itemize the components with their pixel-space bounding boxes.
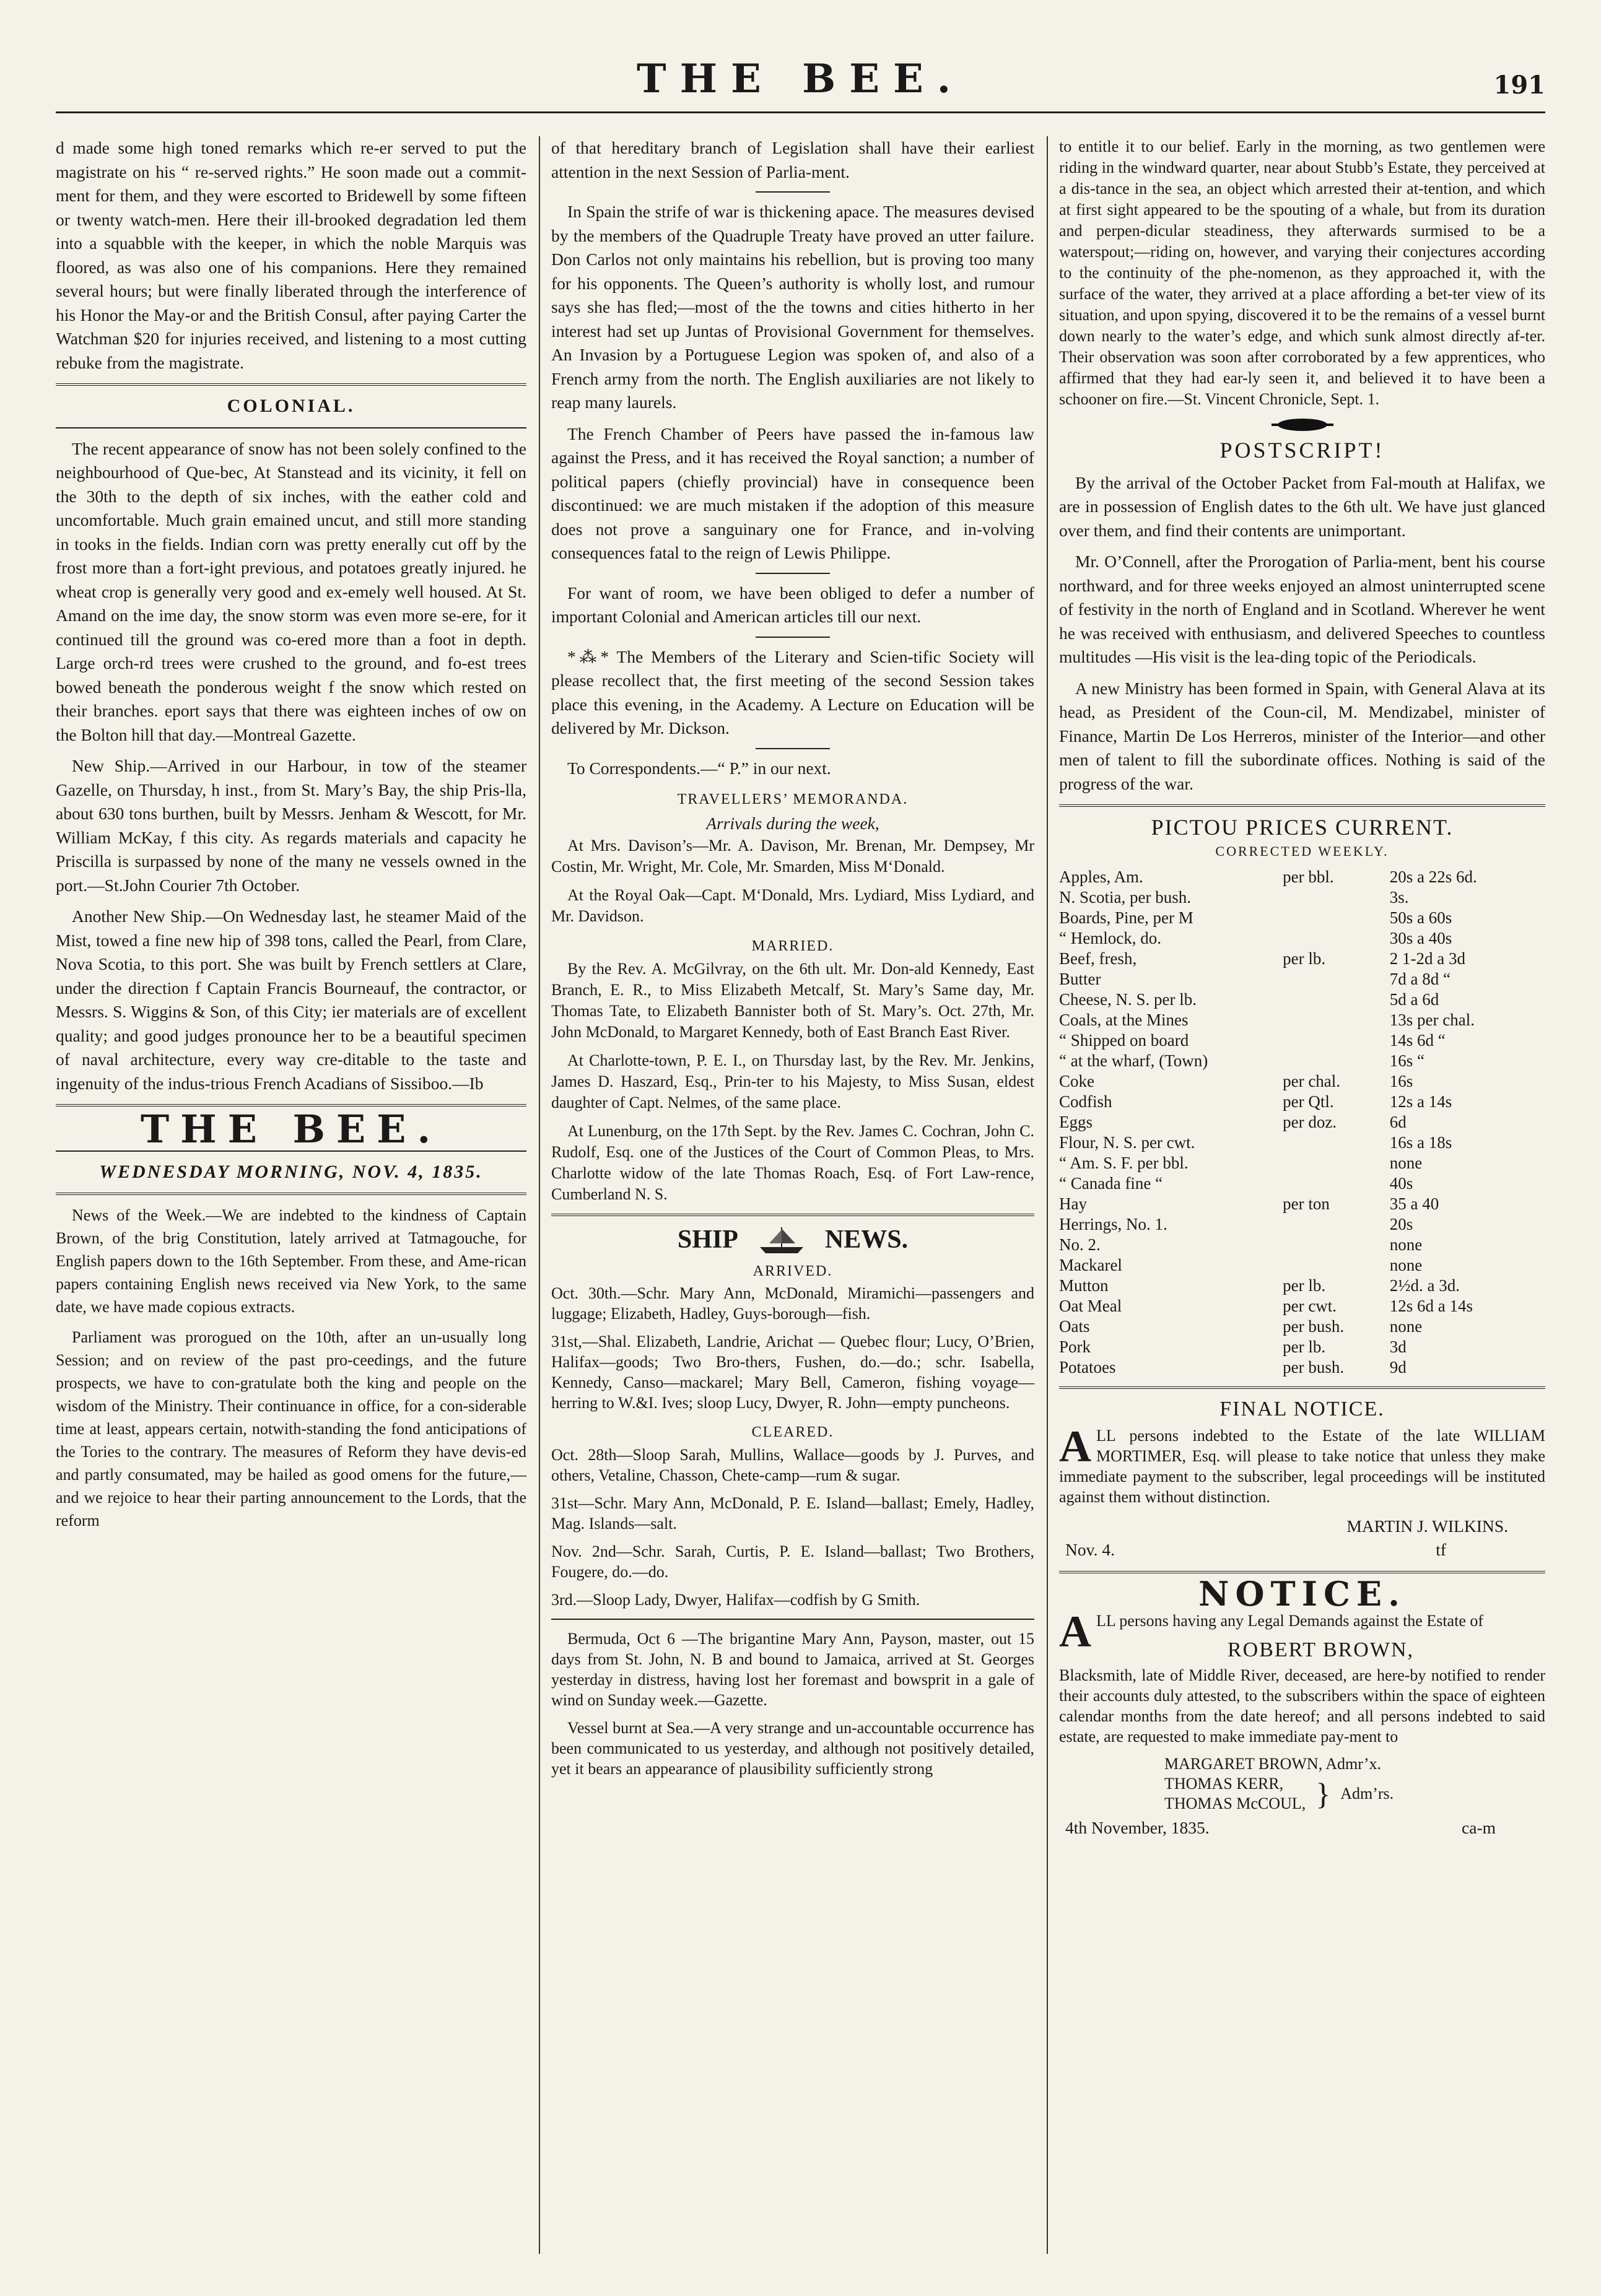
price-unit bbox=[1283, 928, 1390, 949]
section-rule bbox=[551, 1214, 1034, 1216]
price-unit: per bbl. bbox=[1283, 868, 1334, 886]
price-unit: per doz. bbox=[1283, 1113, 1337, 1131]
price-price: 14s 6d “ bbox=[1389, 1031, 1446, 1050]
short-rule bbox=[756, 191, 830, 193]
article-text: Oct. 30th.—Schr. Mary Ann, McDonald, Miramichi—passengers and luggage; Elizabeth, Hadley, Guys-borough—fish. bbox=[551, 1284, 1034, 1323]
article-text: By the arrival of the October Packet from Fal-mouth at Halifax, we are in possession of English dates to the 6th ult. We have just glanced over them, and find their contents are unimportant. bbox=[1059, 472, 1545, 540]
price-item: “ at the wharf, (Town) bbox=[1059, 1051, 1208, 1070]
price-item: Eggs bbox=[1059, 1113, 1093, 1131]
short-rule bbox=[756, 573, 830, 574]
price-item: Herrings, No. 1. bbox=[1059, 1215, 1167, 1233]
price-unit bbox=[1283, 1235, 1390, 1255]
price-price: 16s a 18s bbox=[1389, 1133, 1452, 1152]
article-text: At Charlotte-town, P. E. I., on Thursday last, by the Rev. Mr. Jenkins, James D. Haszard, Esq., Prin-ter to his Majesty, to Miss Susan, eldest daughter of Capt. Nelmes, of the same place. bbox=[551, 1051, 1034, 1111]
notice-tag: ca-m bbox=[1462, 1817, 1496, 1837]
price-item: “ Am. S. F. per bbl. bbox=[1059, 1154, 1189, 1172]
final-notice-text: LL persons indebted to the Estate of the late WILLIAM MORTIMER, Esq. will please to take notice that unless they make immediate payment to the subscriber, legal proceedings will be instituted against them without distinction. bbox=[1059, 1426, 1545, 1506]
price-row bbox=[1059, 928, 1545, 949]
price-item: Hay bbox=[1059, 1194, 1087, 1213]
masthead bbox=[56, 50, 1545, 108]
price-row bbox=[1059, 1133, 1545, 1153]
price-row bbox=[1059, 1153, 1545, 1173]
drop-cap: A bbox=[1059, 1421, 1091, 1471]
price-unit: per lb. bbox=[1283, 949, 1326, 968]
price-price: 35 a 40 bbox=[1389, 1194, 1439, 1213]
article-text: *⁂* The Members of the Literary and Scien-tific Society will please recollect that, the first meeting of the second Session takes place this evening, in the Academy. A Lecture on Education will be delivered by Mr. Dickson. bbox=[551, 646, 1034, 737]
price-price: 12s 6d a 14s bbox=[1389, 1297, 1473, 1315]
price-row bbox=[1059, 1010, 1545, 1030]
final-notice-footer bbox=[1059, 1538, 1545, 1562]
final-notice-tag: tf bbox=[1436, 1540, 1446, 1559]
column-2 bbox=[551, 136, 1034, 1786]
article-text: Bermuda, Oct 6 —The brigantine Mary Ann, Payson, master, out 15 days from St. John, N. B and bound to Jamaica, arrived at St. Georges yesterday in distress, having lost her foremast and bowsprit in a gale of wind on Sunday week.—Gazette. bbox=[551, 1629, 1034, 1709]
price-unit bbox=[1283, 1010, 1390, 1030]
page-number: 191 bbox=[1493, 71, 1545, 100]
column-3 bbox=[1059, 136, 1545, 1840]
price-price: 16s bbox=[1389, 1072, 1413, 1090]
article-text: d made some high toned remarks which re-er served to put the magistrate on his “ re-served rights.” He soon made out a commit-ment for them, and they were escorted to Bridewell by some fifteen or twenty watch-men. Here their ill-brooked degradation led them into a squabble with the keeper, in which the noble Marquis was floored, as was also one of his companions. Here they remained several hours; but were finally liberated through the interference of his Honor the May-or and the British Consul, after paying Carter the Watchman $20 for injuries received, and listening to a most cutting rebuke from the magistrate. bbox=[56, 138, 526, 372]
newspaper-page bbox=[56, 50, 1545, 2254]
price-item: Apples, Am. bbox=[1059, 868, 1143, 886]
price-row bbox=[1059, 1173, 1545, 1194]
article-text: Oct. 28th—Sloop Sarah, Mullins, Wallace—goods by J. Purves, and others, Vetaline, Chasson, Chete-camp—rum & sugar. bbox=[551, 1445, 1034, 1484]
price-row bbox=[1059, 1296, 1545, 1316]
ship-news-heading bbox=[551, 1225, 1034, 1256]
pointing-hand-icon bbox=[1272, 417, 1333, 432]
brace-glyph: } bbox=[1315, 1776, 1331, 1811]
price-price: 13s per chal. bbox=[1389, 1011, 1475, 1029]
price-item: Pork bbox=[1059, 1337, 1091, 1356]
price-item: Mackarel bbox=[1059, 1256, 1122, 1274]
price-row bbox=[1059, 1071, 1545, 1092]
price-row bbox=[1059, 1337, 1545, 1357]
article-text: Nov. 2nd—Schr. Sarah, Curtis, P. E. Island—ballast; Two Brothers, Fougere, do.—do. bbox=[551, 1542, 1034, 1581]
price-row bbox=[1059, 1194, 1545, 1214]
price-item: Butter bbox=[1059, 970, 1101, 988]
price-item: Oat Meal bbox=[1059, 1297, 1122, 1315]
section-rule bbox=[56, 383, 526, 386]
price-row bbox=[1059, 1255, 1545, 1276]
price-item: Oats bbox=[1059, 1317, 1090, 1336]
article-text: The recent appearance of snow has not been solely confined to the neighbourhood of Que-bec, At Stanstead and its vicinity, it fell on the 30th to the depth of six inches, with the eather cold and uncomfortable. Much grain emained uncut, and still more standing in tooks in the fields. Indian corn was pretty enerally cut off by the frost more than a fort-ight previous, and potatoes greatly injured. he wheat crop is generally very good and ex-emely well housed. At St. Amand on the ime day, the snow storm was even more se-ere, for it continued till the ground was co-ered more than a foot in depth. Large orch-rd trees were crushed to the ground, and fo-est trees bowed beneath the ponderous weight f the snow which rested on their branches. eport says that there was eighteen inches of ow on the Bolton hill that day.—Montreal Gazette. bbox=[56, 438, 526, 744]
price-row bbox=[1059, 1092, 1545, 1112]
arrived-heading: ARRIVED. bbox=[753, 1263, 833, 1279]
prices-title: PICTOU PRICES CURRENT. bbox=[1151, 815, 1454, 840]
price-unit bbox=[1283, 1051, 1390, 1071]
price-price: 6d bbox=[1389, 1113, 1407, 1131]
price-item: Codfish bbox=[1059, 1092, 1112, 1111]
masthead-title: THE BEE. bbox=[636, 56, 965, 102]
article-text: At Lunenburg, on the 17th Sept. by the Rev. James C. Cochran, John C. Rudolf, Esq. one of the Justices of the Court of Common Pleas, to Mrs. Charlotte widow of the late Thomas Roach, Esq. of Fort Law-rence, Cumberland N. S. bbox=[551, 1121, 1034, 1203]
price-row bbox=[1059, 1276, 1545, 1296]
price-item: Boards, Pine, per M bbox=[1059, 908, 1193, 927]
notice-title: NOTICE. bbox=[1198, 1573, 1406, 1614]
price-unit: per lb. bbox=[1283, 1337, 1326, 1356]
signature-3: THOMAS McCOUL, bbox=[1164, 1794, 1306, 1812]
price-price: 2 1-2d a 3d bbox=[1389, 949, 1466, 968]
signature-1: MARGARET BROWN, Admr’x. bbox=[1164, 1754, 1382, 1773]
final-notice-body bbox=[1059, 1421, 1545, 1507]
price-row bbox=[1059, 1235, 1545, 1255]
price-item: Potatoes bbox=[1059, 1358, 1116, 1376]
price-unit bbox=[1283, 1153, 1390, 1173]
price-item: Coke bbox=[1059, 1072, 1094, 1090]
notice-footer bbox=[1059, 1814, 1545, 1840]
article-text: New Ship.—Arrived in our Harbour, in tow of the steamer Gazelle, on Thursday, h inst., from St. Mary’s Bay, the ship Pris-lla, about 630 tons burthen, built by Messrs. Jenham & Wescott, for Mr. William McKay, f this city. As regards materials and capacity he Priscilla is surpassed by none of the many ne vessels owned in the port.—St.John Courier 7th October. bbox=[56, 756, 526, 895]
price-unit: per bush. bbox=[1283, 1358, 1345, 1376]
travellers-subheading: Arrivals during the week, bbox=[706, 813, 879, 833]
price-price: 5d a 6d bbox=[1389, 990, 1439, 1009]
price-price: 16s “ bbox=[1389, 1051, 1425, 1070]
drop-cap: A bbox=[1059, 1607, 1091, 1656]
price-unit: per cwt. bbox=[1283, 1297, 1337, 1315]
price-unit bbox=[1283, 989, 1390, 1010]
short-rule bbox=[756, 748, 830, 749]
price-price: 12s a 14s bbox=[1389, 1092, 1452, 1111]
section-rule bbox=[1059, 1571, 1545, 1573]
section-rule bbox=[1059, 804, 1545, 807]
price-price: none bbox=[1389, 1154, 1423, 1172]
short-rule bbox=[756, 637, 830, 638]
price-price: 20s bbox=[1389, 1215, 1413, 1233]
price-unit bbox=[1283, 1255, 1390, 1276]
dateline: WEDNESDAY MORNING, NOV. 4, 1835. bbox=[99, 1161, 483, 1182]
article-text: A new Ministry has been formed in Spain, with General Alava at its head, as President of the Coun-cil, M. Mendizabel, minister of Finance, Martin De Los Herreros, minister of the Interior—and other men of talent to fill the subordinate offices. Nothing is said of the progress of the war. bbox=[1059, 678, 1545, 793]
price-row bbox=[1059, 1051, 1545, 1071]
price-row bbox=[1059, 1316, 1545, 1337]
price-row bbox=[1059, 908, 1545, 928]
signature-2: THOMAS KERR, bbox=[1164, 1774, 1284, 1793]
price-item: No. 2. bbox=[1059, 1235, 1101, 1254]
price-price: none bbox=[1389, 1256, 1423, 1274]
signatures bbox=[1059, 1754, 1545, 1814]
price-item: “ Hemlock, do. bbox=[1059, 929, 1161, 947]
article-text: To Correspondents.—“ P.” in our next. bbox=[567, 758, 831, 778]
price-price: 9d bbox=[1389, 1358, 1407, 1376]
news-word: NEWS. bbox=[824, 1225, 909, 1255]
price-unit: per ton bbox=[1283, 1194, 1330, 1213]
prices-table bbox=[1059, 867, 1545, 1378]
article-text: Mr. O’Connell, after the Prorogation of Parlia-ment, bent his course northward, and for three weeks enjoyed an almost uninterrupted scene of festivity in the north of England and in Scotland. Wherever he went he was received with enthusiasm, and delivered Speeches to countless multitudes —His visit is the lea-ding topic of the Periodicals. bbox=[1059, 552, 1545, 666]
editorial-title: THE BEE. bbox=[140, 1107, 442, 1152]
price-row bbox=[1059, 887, 1545, 908]
price-row bbox=[1059, 969, 1545, 989]
price-row bbox=[1059, 949, 1545, 969]
price-item: Mutton bbox=[1059, 1276, 1109, 1295]
price-unit: per Qtl. bbox=[1283, 1092, 1334, 1111]
prices-subtitle: CORRECTED WEEKLY. bbox=[1215, 843, 1389, 859]
section-rule bbox=[56, 427, 526, 428]
colonial-heading: COLONIAL. bbox=[227, 396, 356, 416]
signature-admrs: Adm’rs. bbox=[1340, 1784, 1394, 1802]
signature-group bbox=[1164, 1774, 1545, 1814]
price-row bbox=[1059, 867, 1545, 887]
price-price: 3d bbox=[1389, 1337, 1407, 1356]
price-price: none bbox=[1389, 1235, 1423, 1254]
masthead-rule bbox=[56, 111, 1545, 113]
price-price: 2½d. a 3d. bbox=[1389, 1276, 1460, 1295]
price-unit: per bush. bbox=[1283, 1317, 1345, 1336]
ship-word: SHIP bbox=[677, 1225, 738, 1255]
price-unit bbox=[1283, 1133, 1390, 1153]
column-divider-2 bbox=[1047, 136, 1048, 2254]
article-text: Vessel burnt at Sea.—A very strange and un-accountable occurrence has been communicated to us yesterday, and although not positively detailed, yet it bears an appearance of plausibility sufficiently strong bbox=[551, 1718, 1034, 1778]
article-text: 31st,—Shal. Elizabeth, Landrie, Arichat — Quebec flour; Lucy, O’Brien, Halifax—goods; Two Bro-thers, Fushen, do.—do.; schr. Isabella, Kennedy, Canso—mackarel; Mary Bell, Cameron, fishing voyage—herring to W.&I. Ives; sloop Lucy, Dwyer, R. John—empty puncheons. bbox=[551, 1333, 1034, 1412]
price-item: N. Scotia, per bush. bbox=[1059, 888, 1191, 907]
married-heading: MARRIED. bbox=[751, 938, 834, 954]
price-item: “ Canada fine “ bbox=[1059, 1174, 1163, 1193]
price-unit bbox=[1283, 1030, 1390, 1051]
article-text: Another New Ship.—On Wednesday last, he steamer Maid of the Mist, towed a fine new hip of 398 tons, called the Pearl, from Clare, Nova Scotia, to this port. She was built by French settlers at Clare, under the direction f Captain Francis Bourneauf, the contractor, or Messrs. S. Wiggins & Son, of this City; ier materials are of excellent quality; and good judges pronounce her to be a beautiful specimen of naval architecture, every way cre-ditable to the taste and ingenuity of the indus-trious French Acadians of Sissiboo.—Ib bbox=[56, 907, 526, 1093]
price-row bbox=[1059, 1030, 1545, 1051]
price-price: none bbox=[1389, 1317, 1423, 1336]
article-text: For want of room, we have been obliged to defer a number of important Colonial and American articles till our next. bbox=[551, 583, 1034, 626]
price-row bbox=[1059, 1112, 1545, 1133]
final-notice-date: Nov. 4. bbox=[1065, 1540, 1115, 1559]
price-price: 30s a 40s bbox=[1389, 929, 1452, 947]
article-text: 3rd.—Sloop Lady, Dwyer, Halifax—codfish by G Smith. bbox=[551, 1590, 920, 1609]
article-text: Parliament was prorogued on the 10th, after an un-usually long Session; and on review of the past pro-ceedings, and the future prospects, we have to con-gratulate both the king and people on the wisdom of the Ministry. Their continuance in office, for a con-siderable time at least, appears certain, notwith-standing the fond anticipations of the Tories to the contrary. The measures of Reform they have devis-ed and partly consumated, may be hailed as good omens for the future,—and we rejoice to hear their parting announcement to the Lords, that the reform bbox=[56, 1328, 526, 1529]
article-text: The French Chamber of Peers have passed the in-famous law against the Press, and it has received the Royal sanction; a number of political papers (chiefly provincial) have in consequence been discontinued: we are much mistaken if the adoption of this measure does not prove a sanguinary one for France, and in-volving consequences fatal to the reign of Lewis Philippe. bbox=[551, 424, 1034, 562]
price-unit: per lb. bbox=[1283, 1276, 1326, 1295]
price-price: 20s a 22s 6d. bbox=[1389, 868, 1477, 886]
price-item: Beef, fresh, bbox=[1059, 949, 1137, 968]
price-item: Flour, N. S. per cwt. bbox=[1059, 1133, 1195, 1152]
section-rule bbox=[551, 1619, 1034, 1620]
article-text: News of the Week.—We are indebted to the kindness of Captain Brown, of the brig Constitution, lately arrived at Tatmagouche, for English papers down to the 16th September. From these, and Ame-rican papers containing English news received via New York, to the same date, we have made copious extracts. bbox=[56, 1206, 526, 1316]
article-text: By the Rev. A. McGilvray, on the 6th ult. Mr. Don-ald Kennedy, East Branch, E. R., to Miss Elizabeth Metcalf, St. Mary’s Same day, Mr. Thomas Tate, to Elizabeth Bannister both of St. Mary’s. Oct. 27th, Mr. John McDonald, to Margaret Kennedy, both of East Branch East River. bbox=[551, 959, 1034, 1041]
price-row bbox=[1059, 1357, 1545, 1378]
price-price: 3s. bbox=[1389, 888, 1409, 907]
cleared-heading: CLEARED. bbox=[751, 1424, 834, 1440]
price-price: 40s bbox=[1389, 1174, 1413, 1193]
price-row bbox=[1059, 989, 1545, 1010]
section-rule bbox=[56, 1193, 526, 1195]
article-text: to entitle it to our belief. Early in the morning, as two gentlemen were riding in the windward quarter, near about Stubb’s Estate, they perceived at a dis-tance in the sea, an object which arrested their at-tention, and which at first sight appeared to be the spouting of a whale, but from its duration and perpen-dicular steadiness, they afterwards surmised to be a waterspout;—riding on, however, and varying their conjectures according to the continuity of the phe-nomenon, as they approached it, with the surface of the water, they arrived at a place affording a bet-ter view of its situation, and upon spying, discovered it to be the remains of a vessel burnt down nearly to the water’s edge, and which sunk almost directly af-ter. Their observation was soon after corroborated by a few apprentices, who affirmed that they had ear-ly seen it, and believed it to have been a schooner on fire.—St. Vincent Chronicle, Sept. 1. bbox=[1059, 137, 1545, 408]
travellers-heading: TRAVELLERS’ MEMORANDA. bbox=[677, 791, 909, 807]
price-price: 7d a 8d “ bbox=[1389, 970, 1450, 988]
ship-icon bbox=[757, 1225, 806, 1256]
column-divider-1 bbox=[539, 136, 540, 2254]
price-unit bbox=[1283, 908, 1390, 928]
article-text: In Spain the strife of war is thickening apace. The measures devised by the members of the Quadruple Treaty have proved an utter failure. Don Carlos not only maintains his rebellion, but is proving too many for his opponents. The Queen’s authority is wholly lost, and rumour says she has fled;—most of the the towns and cities hitherto in her interest had set up Juntas of Provisional Government for themselves. An Invasion by a Portuguese Legion was spoken of, and also of a French army from the north. The English auxiliaries are not likely to reap many laurels. bbox=[551, 202, 1034, 412]
price-unit bbox=[1283, 887, 1390, 908]
price-row bbox=[1059, 1214, 1545, 1235]
price-unit bbox=[1283, 969, 1390, 989]
postscript-heading: POSTSCRIPT! bbox=[1219, 438, 1385, 463]
article-text: At Mrs. Davison’s—Mr. A. Davison, Mr. Brenan, Mr. Dempsey, Mr Costin, Mr. Wright, Mr. Cole, Mr. Smarden, Miss M‘Donald. bbox=[551, 837, 1034, 876]
section-rule bbox=[1059, 1386, 1545, 1389]
notice-date: 4th November, 1835. bbox=[1065, 1817, 1210, 1837]
price-unit bbox=[1283, 1173, 1390, 1194]
article-text: of that hereditary branch of Legislation shall have their earliest attention in the next Session of Parlia-ment. bbox=[551, 138, 1034, 181]
price-item: Coals, at the Mines bbox=[1059, 1011, 1189, 1029]
article-text: At the Royal Oak—Capt. M‘Donald, Mrs. Lydiard, Miss Lydiard, and Mr. Davidson. bbox=[551, 886, 1034, 925]
price-unit: per chal. bbox=[1283, 1072, 1341, 1090]
notice-text: LL persons having any Legal Demands against the Estate of bbox=[1096, 1612, 1484, 1630]
final-notice-signature: MARTIN J. WILKINS. bbox=[1346, 1516, 1508, 1536]
article-text: 31st—Schr. Mary Ann, McDonald, P. E. Island—ballast; Emely, Hadley, Mag. Islands—salt. bbox=[551, 1494, 1034, 1533]
price-item: “ Shipped on board bbox=[1059, 1031, 1189, 1050]
column-1 bbox=[56, 136, 526, 1539]
price-unit bbox=[1283, 1214, 1390, 1235]
deceased-name: ROBERT BROWN, bbox=[1227, 1638, 1415, 1661]
price-item: Cheese, N. S. per lb. bbox=[1059, 990, 1197, 1009]
final-notice-title: FINAL NOTICE. bbox=[1219, 1398, 1385, 1420]
price-price: 50s a 60s bbox=[1389, 908, 1452, 927]
notice-text-2: Blacksmith, late of Middle River, deceased, are here-by notified to render their accounts duly attested, to the subscribers within the space of eighteen calendar months from the date hereof; and all persons indebted to said estate, are requested to make immediate pay-ment to bbox=[1059, 1666, 1545, 1746]
